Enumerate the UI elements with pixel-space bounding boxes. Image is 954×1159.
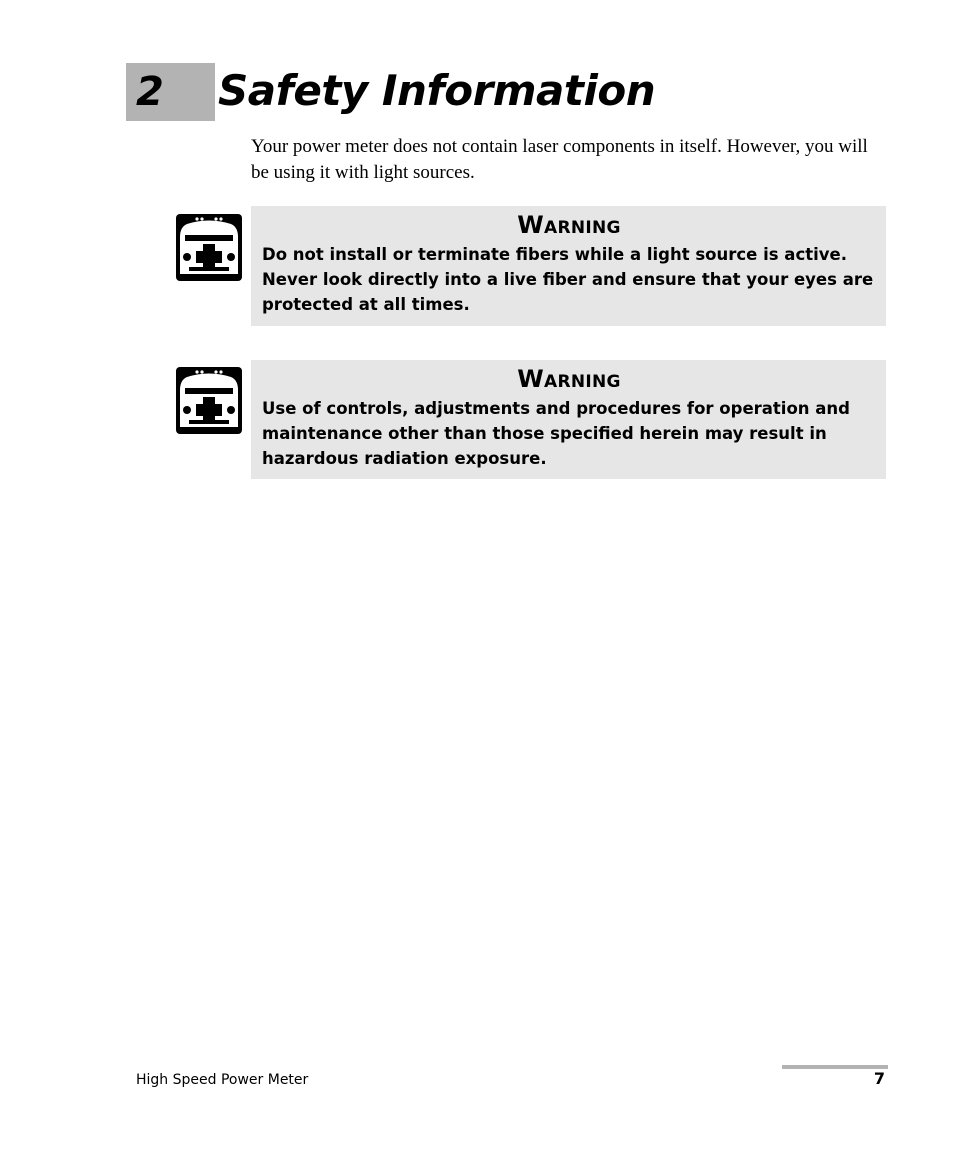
footer-product-name: High Speed Power Meter [136,1072,309,1088]
warning-ambulance-icon [175,366,243,435]
chapter-number: 2 [136,69,164,115]
chapter-number-box [126,63,215,121]
warning-heading: Warning [517,365,621,393]
warning-box [251,360,886,479]
warning-text: Do not install or terminate fibers while a light source is active. Never look directly into a live fiber and ensure that your eyes are protected at all times. [262,245,874,314]
warning-ambulance-icon [175,213,243,282]
intro-paragraph: Your power meter does not contain laser components in itself. However, you will be using it with light sources. [251,136,868,183]
warning-text: Use of controls, adjustments and procedures for operation and maintenance other than those specified herein may result in hazardous radiation exposure. [262,399,850,468]
warning-heading: Warning [517,211,621,239]
warning-box [251,206,886,326]
chapter-title: Safety Information [218,66,656,115]
footer-rule [782,1065,888,1069]
page-number: 7 [873,1069,885,1088]
